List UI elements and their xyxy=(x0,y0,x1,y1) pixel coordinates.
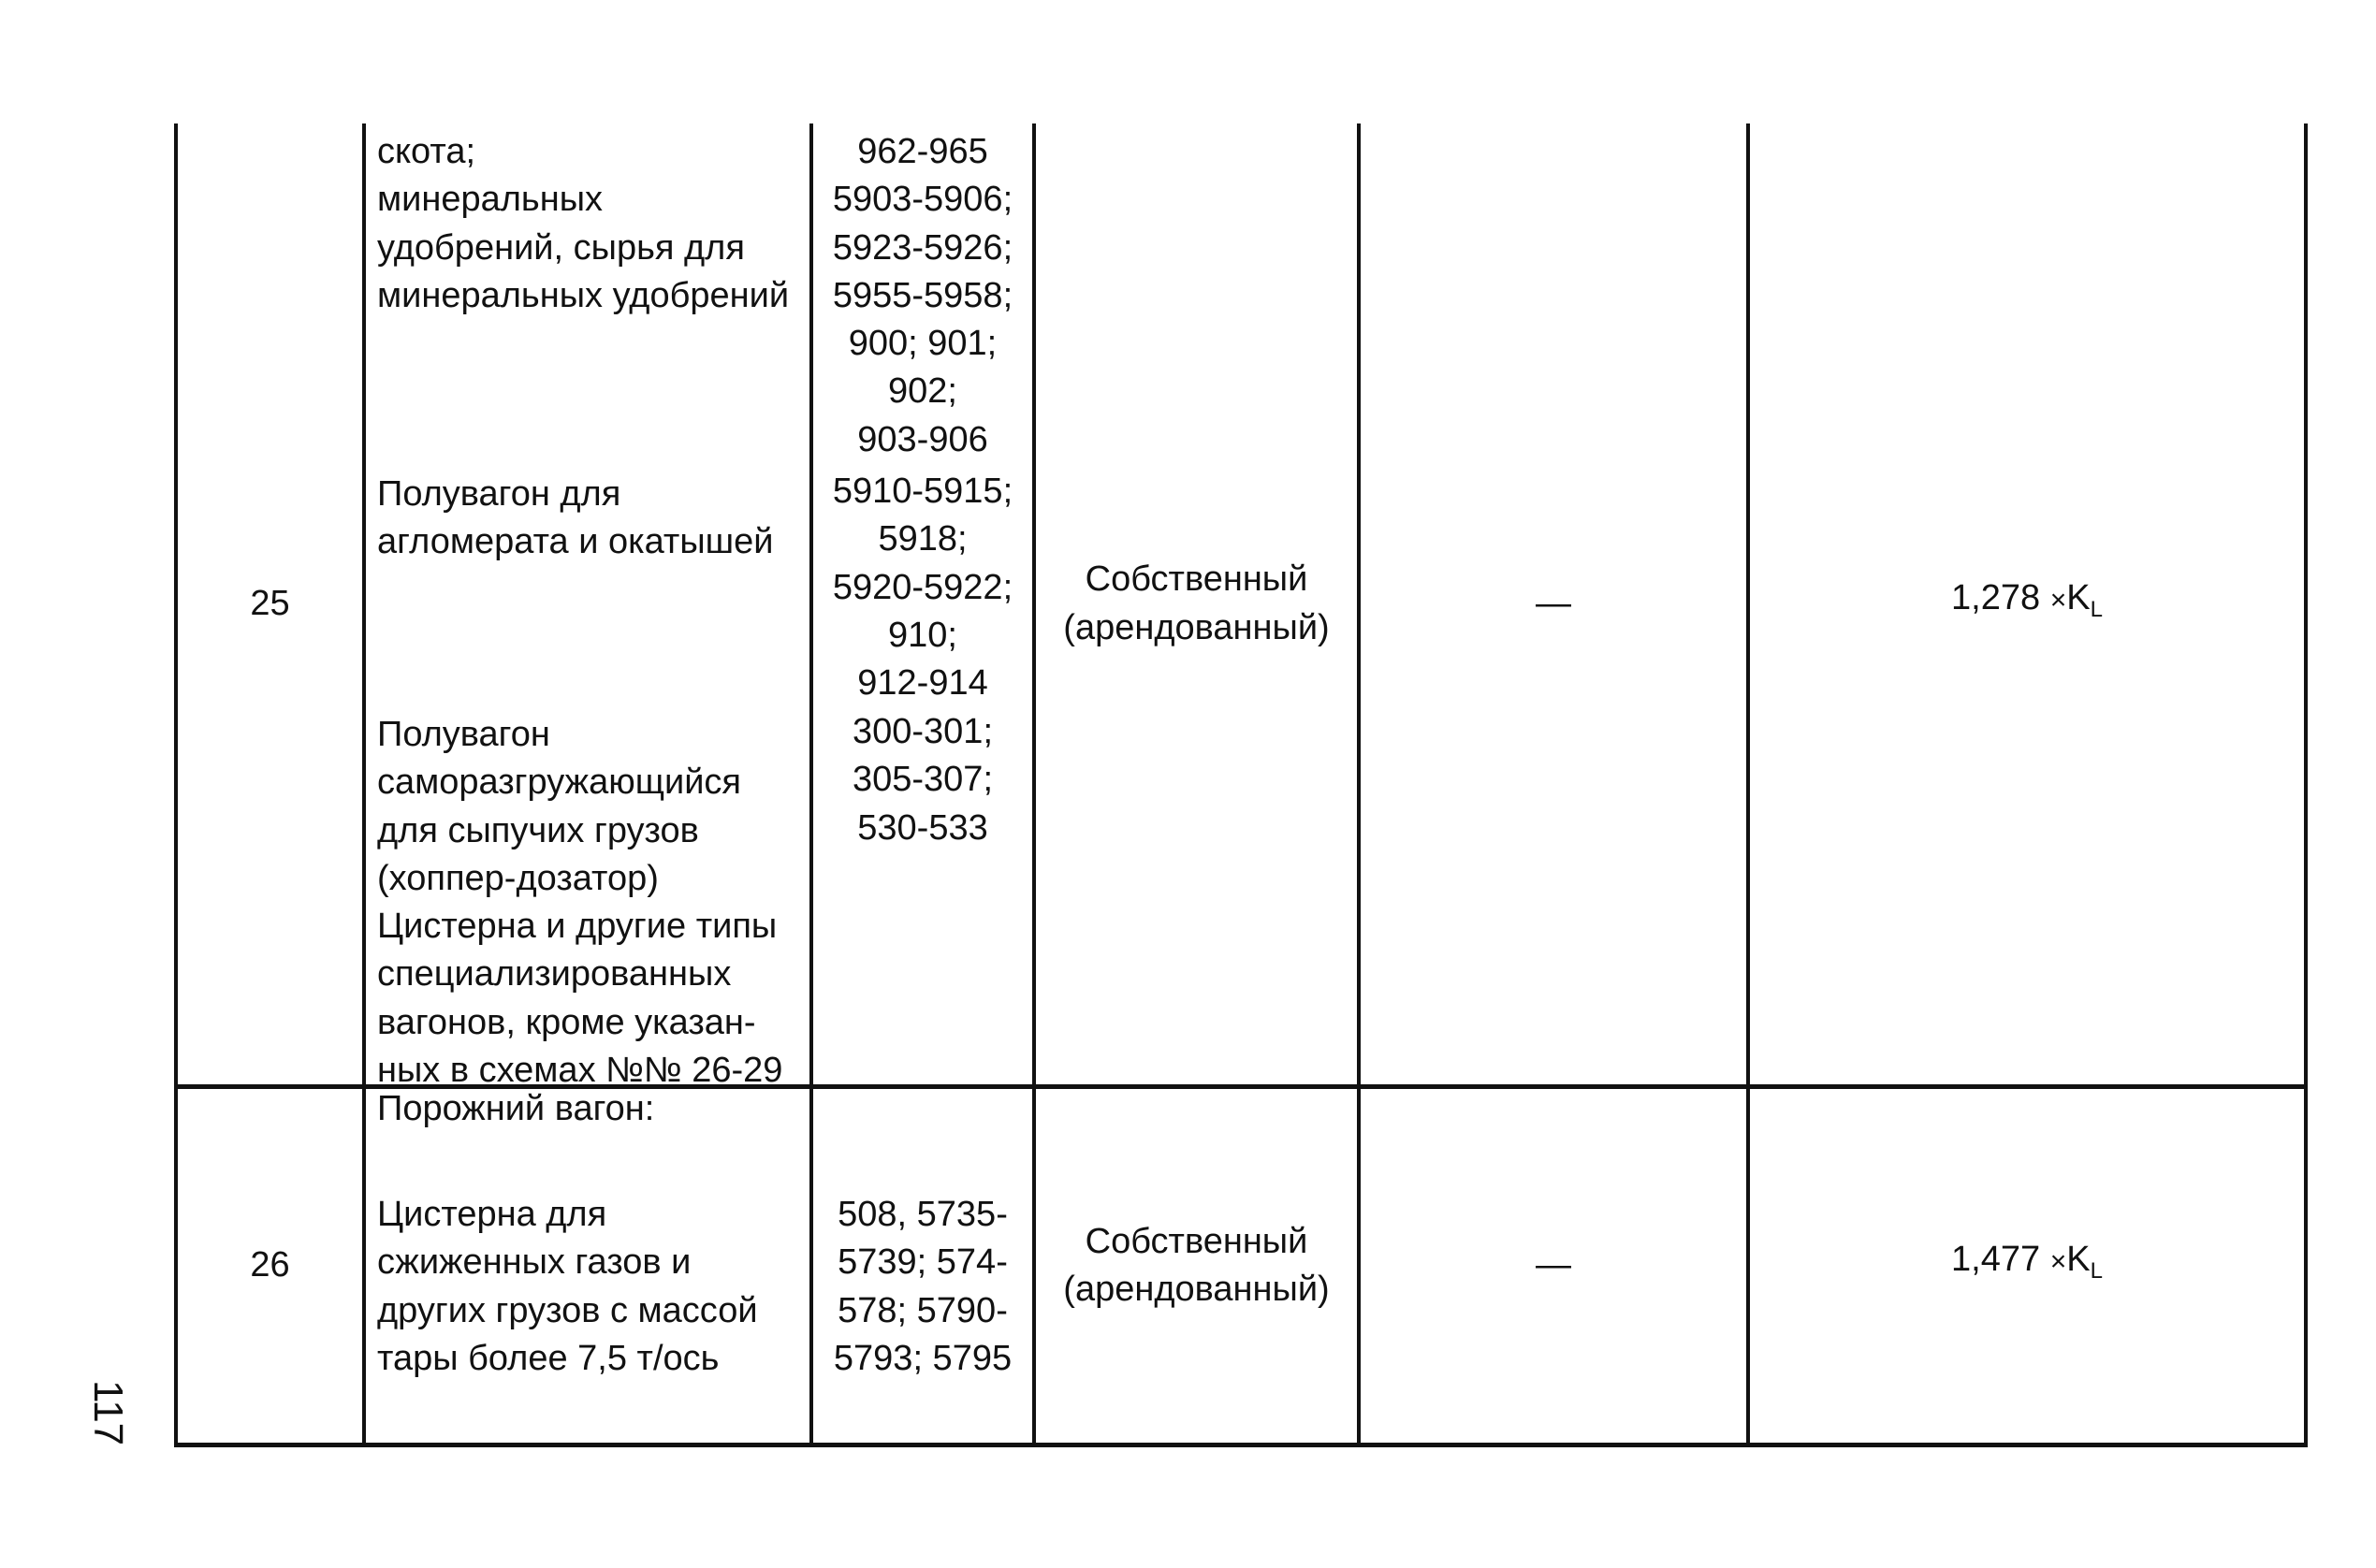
description-line: для сыпучих грузов xyxy=(377,810,699,850)
row-26-number xyxy=(178,1089,362,1443)
row-25-models-block-2 xyxy=(813,468,1032,707)
row-25-description-block-2 xyxy=(377,471,808,567)
model-line: 5955-5958; xyxy=(832,275,1013,315)
row-25-coefficient xyxy=(1750,123,2304,1084)
description-line: саморазгружающийся xyxy=(377,762,741,803)
table-border-right xyxy=(2304,123,2308,1446)
coefficient-k: K xyxy=(2066,577,2091,617)
row-25-models-block-3 xyxy=(813,708,1032,852)
multiply-sign: × xyxy=(2049,584,2067,616)
ownership-line: (арендованный) xyxy=(1063,607,1330,647)
row-26-col5 xyxy=(1361,1089,1746,1443)
description-line: удобрений, сырья для xyxy=(377,227,745,268)
model-line: 300-301; xyxy=(852,712,993,751)
row-25-description-block-3 xyxy=(377,711,808,1095)
model-line: 5918; xyxy=(878,519,968,559)
model-line: 903-906 xyxy=(857,419,988,459)
dash: — xyxy=(1536,1245,1571,1285)
model-line: 5739; 574- xyxy=(838,1242,1008,1283)
coefficient-subscript: L xyxy=(2090,1258,2103,1285)
model-line: 910; xyxy=(888,615,957,655)
description-line: специализированных xyxy=(377,954,732,995)
row-25-col5 xyxy=(1361,123,1746,1084)
dash: — xyxy=(1536,583,1571,623)
row-26-description-header xyxy=(377,1085,808,1133)
model-line: 5923-5926; xyxy=(832,227,1013,268)
model-line: 900; 901; xyxy=(848,324,998,364)
row-25-description xyxy=(377,128,808,320)
description-line: Полувагон xyxy=(377,715,550,754)
model-line: 962-965 xyxy=(857,132,988,171)
model-line: 5910-5915; xyxy=(832,472,1013,511)
description-line: скота; xyxy=(377,132,476,171)
multiply-sign: × xyxy=(2049,1246,2067,1278)
model-line: 902; xyxy=(888,371,957,412)
row-26-ownership xyxy=(1036,1089,1357,1443)
model-line: 578; 5790- xyxy=(838,1290,1008,1330)
row-25-number xyxy=(178,123,362,1084)
row-number: 26 xyxy=(250,1245,290,1285)
description-line: ных в схемах №№ 26-29 xyxy=(377,1051,783,1091)
description-line: Полувагон для xyxy=(377,474,621,514)
row-26-coefficient xyxy=(1750,1089,2304,1443)
description-line: тары более 7,5 т/ось xyxy=(377,1338,720,1378)
model-line: 530-533 xyxy=(857,807,988,848)
description-line: вагонов, кроме указан- xyxy=(377,1002,756,1042)
model-line: 305-307; xyxy=(852,760,993,800)
row-25-models-block-1 xyxy=(813,128,1032,464)
coefficient-value: 1,278 xyxy=(1951,577,2041,617)
description-line: минеральных удобрений xyxy=(377,275,790,315)
description-line: Порожний вагон: xyxy=(377,1089,655,1128)
description-line: (хоппер-дозатор) xyxy=(377,858,659,898)
column-divider-1 xyxy=(362,123,366,1446)
row-number: 25 xyxy=(250,583,290,623)
description-line: Цистерна для xyxy=(377,1195,607,1234)
coefficient-k: K xyxy=(2066,1240,2091,1280)
row-26-description xyxy=(377,1191,808,1383)
coefficient-subscript: L xyxy=(2090,596,2103,622)
model-line: 5920-5922; xyxy=(832,567,1013,607)
ownership-line: (арендованный) xyxy=(1063,1270,1330,1309)
model-line: 5793; 5795 xyxy=(833,1338,1013,1378)
coefficient-value: 1,477 xyxy=(1951,1240,2041,1280)
table-border-bottom xyxy=(174,1443,2308,1447)
description-line: других грузов с массой xyxy=(377,1290,758,1330)
description-line: сжиженных газов и xyxy=(377,1242,692,1283)
model-line: 5903-5906; xyxy=(832,180,1013,220)
row-25-ownership xyxy=(1036,123,1357,1084)
row-26-models xyxy=(813,1191,1032,1383)
description-line: минеральных xyxy=(377,180,604,220)
model-line: 508, 5735- xyxy=(838,1195,1008,1234)
ownership-line: Собственный xyxy=(1085,559,1308,600)
description-line: Цистерна и другие типы xyxy=(377,907,778,947)
ownership-line: Собственный xyxy=(1085,1221,1308,1261)
description-line: агломерата и окатышей xyxy=(377,522,774,562)
model-line: 912-914 xyxy=(857,663,988,704)
page-number: 117 xyxy=(85,1380,131,1446)
